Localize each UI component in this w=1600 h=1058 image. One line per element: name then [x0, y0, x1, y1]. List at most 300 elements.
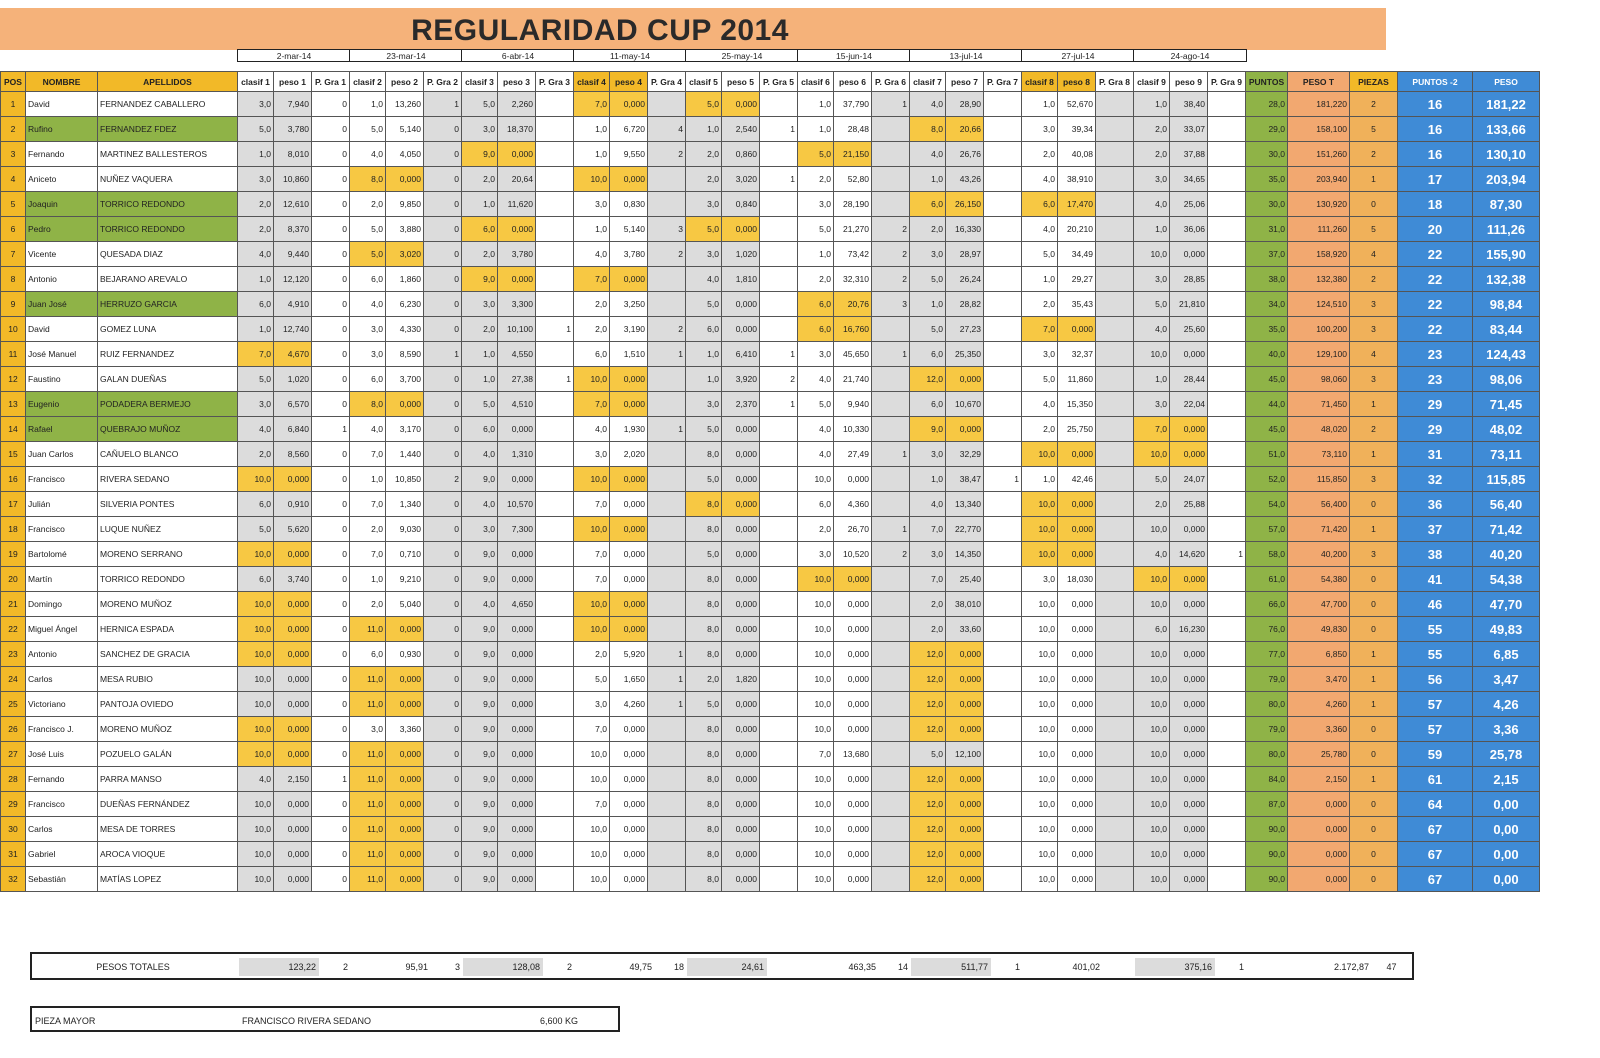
p-gra-cell — [1096, 667, 1134, 692]
peso-cell: 0,000 — [946, 417, 984, 442]
clasif-cell: 8,0 — [686, 742, 722, 767]
clasif-cell: 10,0 — [1022, 617, 1058, 642]
nombre-cell: Eugenio — [26, 392, 98, 417]
p-gra-cell: 0 — [312, 592, 350, 617]
position-cell: 30 — [1, 817, 26, 842]
peso-cell: 0,000 — [946, 867, 984, 892]
p-gra-cell — [1208, 292, 1246, 317]
clasif-cell: 9,0 — [462, 142, 498, 167]
peso-cell: 25,40 — [946, 567, 984, 592]
p-gra-cell — [1096, 717, 1134, 742]
peso-cell: 0,000 — [722, 492, 760, 517]
position-cell: 11 — [1, 342, 26, 367]
clasif-cell: 11,0 — [350, 617, 386, 642]
clasif-cell: 10,0 — [1134, 842, 1170, 867]
p-gra-cell: 0 — [424, 617, 462, 642]
clasif-cell: 8,0 — [350, 167, 386, 192]
clasif-cell: 1,0 — [238, 142, 274, 167]
clasif-cell: 5,0 — [462, 392, 498, 417]
apellidos-cell: TORRICO REDONDO — [98, 217, 238, 242]
header-round-col: clasif 5 — [686, 72, 722, 92]
p-gra-cell — [536, 692, 574, 717]
peso-cell: 0,000 — [498, 692, 536, 717]
peso-cell: 0,000 — [946, 842, 984, 867]
p-gra-cell — [648, 92, 686, 117]
clasif-cell: 7,0 — [350, 542, 386, 567]
clasif-cell: 5,0 — [1022, 367, 1058, 392]
peso-t-cell: 0,000 — [1288, 792, 1350, 817]
p-gra-cell: 0 — [312, 617, 350, 642]
peso-cell: 38,010 — [946, 592, 984, 617]
peso-cell: 3,700 — [386, 367, 424, 392]
peso-cell: 26,70 — [834, 517, 872, 542]
nombre-cell: Faustino — [26, 367, 98, 392]
p-gra-cell — [536, 767, 574, 792]
clasif-cell: 5,0 — [686, 217, 722, 242]
pieza-mayor-box — [30, 1006, 620, 1032]
p-gra-cell — [536, 517, 574, 542]
puntos-cell: 90,0 — [1246, 842, 1288, 867]
clasif-cell: 10,0 — [574, 742, 610, 767]
p-gra-cell — [536, 467, 574, 492]
clasif-cell: 8,0 — [686, 617, 722, 642]
piezas-cell: 5 — [1350, 217, 1398, 242]
p-gra-cell — [1208, 167, 1246, 192]
header-round-col: P. Gra 3 — [536, 72, 574, 92]
peso-cell: 0,000 — [1170, 242, 1208, 267]
header-round-col: P. Gra 4 — [648, 72, 686, 92]
p-gra-cell — [536, 642, 574, 667]
p-gra-cell: 1 — [648, 692, 686, 717]
peso-cell: 0,860 — [722, 142, 760, 167]
peso-cell: 1,930 — [610, 417, 648, 442]
peso-cell: 0,000 — [498, 142, 536, 167]
p-gra-cell: 0 — [312, 467, 350, 492]
clasif-cell: 6,0 — [238, 292, 274, 317]
position-cell: 21 — [1, 592, 26, 617]
p-gra-cell: 0 — [312, 692, 350, 717]
p-gra-cell — [872, 417, 910, 442]
header-apellidos: APELLIDOS — [98, 72, 238, 92]
p-gra-cell: 1 — [872, 92, 910, 117]
peso-cell: 0,710 — [386, 542, 424, 567]
clasif-cell: 8,0 — [686, 767, 722, 792]
table-row — [1, 92, 1540, 117]
piezas-cell: 0 — [1350, 742, 1398, 767]
clasif-cell: 6,0 — [350, 642, 386, 667]
p-gra-cell — [536, 92, 574, 117]
p-gra-cell — [1096, 242, 1134, 267]
position-cell: 19 — [1, 542, 26, 567]
puntos-cell: 84,0 — [1246, 767, 1288, 792]
clasif-cell: 1,0 — [1022, 467, 1058, 492]
puntos-2-cell: 36 — [1398, 492, 1473, 517]
p-gra-cell: 0 — [424, 742, 462, 767]
nombre-cell: Carlos — [26, 817, 98, 842]
p-gra-cell — [760, 767, 798, 792]
puntos-cell: 58,0 — [1246, 542, 1288, 567]
peso-cell: 0,000 — [498, 767, 536, 792]
p-gra-cell: 0 — [424, 492, 462, 517]
peso-cell: 6,840 — [274, 417, 312, 442]
clasif-cell: 10,0 — [1022, 742, 1058, 767]
peso-cell: 0,000 — [1058, 517, 1096, 542]
p-gra-cell — [536, 117, 574, 142]
apellidos-cell: SILVERIA PONTES — [98, 492, 238, 517]
clasif-cell: 10,0 — [574, 367, 610, 392]
peso-cell: 0,000 — [610, 542, 648, 567]
apellidos-cell: PANTOJA OVIEDO — [98, 692, 238, 717]
table-row — [1, 542, 1540, 567]
p-gra-cell: 1 — [424, 92, 462, 117]
peso-cell: 0,000 — [274, 642, 312, 667]
clasif-cell: 9,0 — [462, 467, 498, 492]
puntos-2-cell: 16 — [1398, 142, 1473, 167]
clasif-cell: 9,0 — [462, 717, 498, 742]
piezas-cell: 0 — [1350, 867, 1398, 892]
peso-cell: 10,570 — [498, 492, 536, 517]
peso-cell: 4,910 — [274, 292, 312, 317]
header-round-col: P. Gra 7 — [984, 72, 1022, 92]
clasif-cell: 2,0 — [686, 142, 722, 167]
header-round-col: peso 5 — [722, 72, 760, 92]
piezas-cell: 4 — [1350, 342, 1398, 367]
peso-cell: 0,000 — [274, 742, 312, 767]
clasif-cell: 6,0 — [1134, 617, 1170, 642]
piezas-cell: 0 — [1350, 717, 1398, 742]
peso-cell: 39,34 — [1058, 117, 1096, 142]
clasif-cell: 8,0 — [686, 492, 722, 517]
p-gra-cell: 1 — [312, 767, 350, 792]
apellidos-cell: GOMEZ LUNA — [98, 317, 238, 342]
peso-total-cell: 83,44 — [1473, 317, 1540, 342]
peso-cell: 0,000 — [274, 692, 312, 717]
clasif-cell: 1,0 — [1022, 267, 1058, 292]
clasif-cell: 5,0 — [238, 517, 274, 542]
clasif-cell: 7,0 — [238, 342, 274, 367]
clasif-cell: 4,0 — [798, 417, 834, 442]
peso-cell: 0,000 — [498, 742, 536, 767]
clasif-cell: 2,0 — [238, 192, 274, 217]
clasif-cell: 6,0 — [1022, 192, 1058, 217]
clasif-cell: 11,0 — [350, 817, 386, 842]
peso-cell: 7,300 — [498, 517, 536, 542]
clasif-cell: 12,0 — [910, 367, 946, 392]
nombre-cell: Rafael — [26, 417, 98, 442]
puntos-cell: 31,0 — [1246, 217, 1288, 242]
p-gra-cell — [760, 92, 798, 117]
p-gra-cell — [536, 567, 574, 592]
peso-cell: 0,000 — [1058, 867, 1096, 892]
peso-cell: 0,830 — [610, 192, 648, 217]
puntos-cell: 57,0 — [1246, 517, 1288, 542]
clasif-cell: 4,0 — [238, 242, 274, 267]
peso-cell: 0,000 — [1170, 342, 1208, 367]
p-gra-cell — [648, 467, 686, 492]
puntos-2-cell: 41 — [1398, 567, 1473, 592]
p-gra-cell — [648, 767, 686, 792]
peso-cell: 0,000 — [498, 667, 536, 692]
puntos-2-cell: 67 — [1398, 817, 1473, 842]
p-gra-cell: 0 — [312, 167, 350, 192]
table-row — [1, 317, 1540, 342]
p-gra-cell — [1208, 442, 1246, 467]
p-gra-cell — [1096, 517, 1134, 542]
piezas-cell: 4 — [1350, 242, 1398, 267]
p-gra-cell: 0 — [424, 642, 462, 667]
clasif-cell: 3,0 — [1022, 117, 1058, 142]
header-round-col: peso 8 — [1058, 72, 1096, 92]
clasif-cell: 5,0 — [350, 117, 386, 142]
clasif-cell: 3,0 — [910, 542, 946, 567]
p-gra-cell — [872, 317, 910, 342]
p-gra-cell — [760, 792, 798, 817]
p-gra-cell: 0 — [424, 417, 462, 442]
clasif-cell: 10,0 — [238, 667, 274, 692]
position-cell: 20 — [1, 567, 26, 592]
apellidos-cell: NUÑEZ VAQUERA — [98, 167, 238, 192]
position-cell: 24 — [1, 667, 26, 692]
peso-cell: 0,000 — [834, 842, 872, 867]
peso-cell: 4,510 — [498, 392, 536, 417]
peso-total-cell: 49,83 — [1473, 617, 1540, 642]
p-gra-cell: 1 — [648, 642, 686, 667]
apellidos-cell: POZUELO GALÁN — [98, 742, 238, 767]
peso-cell: 0,000 — [946, 717, 984, 742]
p-gra-cell — [648, 292, 686, 317]
position-cell: 13 — [1, 392, 26, 417]
clasif-cell: 2,0 — [462, 167, 498, 192]
p-gra-cell: 0 — [312, 867, 350, 892]
clasif-cell: 3,0 — [350, 717, 386, 742]
p-gra-cell — [536, 192, 574, 217]
clasif-cell: 3,0 — [798, 192, 834, 217]
piezas-cell: 1 — [1350, 692, 1398, 717]
peso-cell: 6,230 — [386, 292, 424, 317]
p-gra-cell — [984, 767, 1022, 792]
header-round-col: clasif 3 — [462, 72, 498, 92]
p-gra-cell — [984, 342, 1022, 367]
peso-cell: 34,65 — [1170, 167, 1208, 192]
clasif-cell: 10,0 — [1022, 592, 1058, 617]
peso-cell: 0,000 — [498, 567, 536, 592]
p-gra-cell: 1 — [536, 367, 574, 392]
peso-cell: 1,820 — [722, 667, 760, 692]
peso-cell: 2,150 — [274, 767, 312, 792]
p-gra-cell — [984, 567, 1022, 592]
clasif-cell: 10,0 — [1022, 517, 1058, 542]
peso-cell: 25,350 — [946, 342, 984, 367]
peso-cell: 0,000 — [274, 617, 312, 642]
clasif-cell: 3,0 — [1022, 342, 1058, 367]
p-gra-cell: 1 — [760, 117, 798, 142]
clasif-cell: 6,0 — [910, 192, 946, 217]
peso-t-cell: 6,850 — [1288, 642, 1350, 667]
p-gra-cell: 0 — [424, 592, 462, 617]
table-row — [1, 192, 1540, 217]
clasif-cell: 4,0 — [686, 267, 722, 292]
puntos-cell: 38,0 — [1246, 267, 1288, 292]
p-gra-cell: 2 — [872, 542, 910, 567]
p-gra-cell — [760, 442, 798, 467]
piezas-cell: 2 — [1350, 267, 1398, 292]
peso-cell: 6,410 — [722, 342, 760, 367]
peso-cell: 2,260 — [498, 92, 536, 117]
clasif-cell: 7,0 — [798, 742, 834, 767]
p-gra-cell — [536, 717, 574, 742]
table-row — [1, 267, 1540, 292]
peso-t-cell: 54,380 — [1288, 567, 1350, 592]
peso-cell: 3,740 — [274, 567, 312, 592]
peso-cell: 0,000 — [274, 542, 312, 567]
clasif-cell: 8,0 — [686, 792, 722, 817]
header-round-col: P. Gra 2 — [424, 72, 462, 92]
clasif-cell: 2,0 — [574, 642, 610, 667]
p-gra-cell: 1 — [984, 467, 1022, 492]
peso-cell: 0,000 — [498, 717, 536, 742]
puntos-2-cell: 32 — [1398, 467, 1473, 492]
p-gra-cell — [984, 717, 1022, 742]
peso-cell: 32,310 — [834, 267, 872, 292]
peso-cell: 2,540 — [722, 117, 760, 142]
p-gra-cell — [984, 792, 1022, 817]
peso-cell: 0,000 — [386, 742, 424, 767]
puntos-2-cell: 37 — [1398, 517, 1473, 542]
clasif-cell: 10,0 — [1022, 667, 1058, 692]
header-pos: POS — [1, 72, 26, 92]
nombre-cell: Sebastián — [26, 867, 98, 892]
puntos-2-cell: 59 — [1398, 742, 1473, 767]
puntos-2-cell: 22 — [1398, 317, 1473, 342]
nombre-cell: José Manuel — [26, 342, 98, 367]
apellidos-cell: PARRA MANSO — [98, 767, 238, 792]
header-round-col: peso 4 — [610, 72, 648, 92]
p-gra-cell: 0 — [312, 567, 350, 592]
clasif-cell: 10,0 — [1134, 867, 1170, 892]
peso-cell: 0,000 — [1058, 617, 1096, 642]
position-cell: 4 — [1, 167, 26, 192]
clasif-cell: 3,0 — [238, 92, 274, 117]
p-gra-cell — [760, 567, 798, 592]
peso-cell: 0,000 — [610, 92, 648, 117]
clasif-cell: 8,0 — [686, 567, 722, 592]
piezas-cell: 0 — [1350, 592, 1398, 617]
clasif-cell: 11,0 — [350, 692, 386, 717]
header-round-col: clasif 2 — [350, 72, 386, 92]
clasif-cell: 10,0 — [1022, 442, 1058, 467]
total-count — [767, 958, 799, 976]
clasif-cell: 10,0 — [574, 767, 610, 792]
peso-t-cell: 0,000 — [1288, 817, 1350, 842]
peso-cell: 9,940 — [834, 392, 872, 417]
puntos-2-cell: 31 — [1398, 442, 1473, 467]
table-row — [1, 492, 1540, 517]
clasif-cell: 10,0 — [238, 592, 274, 617]
peso-cell: 0,000 — [722, 467, 760, 492]
total-count: 2 — [342, 962, 348, 972]
p-gra-cell — [984, 392, 1022, 417]
p-gra-cell — [536, 142, 574, 167]
p-gra-cell — [1208, 367, 1246, 392]
clasif-cell: 10,0 — [1134, 767, 1170, 792]
clasif-cell: 2,0 — [462, 242, 498, 267]
peso-cell: 0,000 — [946, 642, 984, 667]
p-gra-cell: 0 — [312, 367, 350, 392]
peso-t-cell: 98,060 — [1288, 367, 1350, 392]
p-gra-cell: 0 — [424, 142, 462, 167]
p-gra-cell: 2 — [760, 367, 798, 392]
clasif-cell: 10,0 — [574, 592, 610, 617]
piezas-cell: 2 — [1350, 142, 1398, 167]
apellidos-cell: MORENO MUÑOZ — [98, 592, 238, 617]
peso-t-cell: 71,420 — [1288, 517, 1350, 542]
clasif-cell: 3,0 — [238, 392, 274, 417]
p-gra-cell: 0 — [424, 717, 462, 742]
p-gra-cell — [1208, 617, 1246, 642]
p-gra-cell — [1096, 642, 1134, 667]
peso-cell: 0,000 — [1058, 667, 1096, 692]
puntos-cell: 79,0 — [1246, 667, 1288, 692]
clasif-cell: 3,0 — [350, 342, 386, 367]
p-gra-cell — [760, 592, 798, 617]
puntos-cell: 34,0 — [1246, 292, 1288, 317]
peso-cell: 16,230 — [1170, 617, 1208, 642]
peso-cell: 1,020 — [274, 367, 312, 392]
position-cell: 25 — [1, 692, 26, 717]
p-gra-cell — [1096, 492, 1134, 517]
table-row — [1, 167, 1540, 192]
peso-cell: 0,000 — [610, 367, 648, 392]
peso-cell: 0,000 — [1170, 667, 1208, 692]
clasif-cell: 4,0 — [462, 492, 498, 517]
peso-cell: 0,000 — [722, 792, 760, 817]
clasif-cell: 4,0 — [1134, 317, 1170, 342]
table-row — [1, 817, 1540, 842]
clasif-cell: 2,0 — [686, 667, 722, 692]
apellidos-cell: AROCA VIOQUE — [98, 842, 238, 867]
peso-t-cell: 203,940 — [1288, 167, 1350, 192]
clasif-cell: 7,0 — [574, 492, 610, 517]
p-gra-cell — [984, 642, 1022, 667]
position-cell: 26 — [1, 717, 26, 742]
nombre-cell: José Luis — [26, 742, 98, 767]
clasif-cell: 10,0 — [1022, 717, 1058, 742]
p-gra-cell: 0 — [312, 542, 350, 567]
clasif-cell: 4,0 — [574, 417, 610, 442]
p-gra-cell: 0 — [424, 167, 462, 192]
p-gra-cell — [872, 492, 910, 517]
p-gra-cell — [760, 467, 798, 492]
clasif-cell: 2,0 — [910, 217, 946, 242]
p-gra-cell: 1 — [648, 417, 686, 442]
position-cell: 3 — [1, 142, 26, 167]
peso-cell: 37,790 — [834, 92, 872, 117]
peso-cell: 8,560 — [274, 442, 312, 467]
apellidos-cell: QUEBRAJO MUÑOZ — [98, 417, 238, 442]
position-cell: 27 — [1, 742, 26, 767]
p-gra-cell: 2 — [648, 317, 686, 342]
p-gra-cell: 0 — [312, 242, 350, 267]
peso-t-cell: 49,830 — [1288, 617, 1350, 642]
apellidos-cell: CAÑUELO BLANCO — [98, 442, 238, 467]
clasif-cell: 2,0 — [350, 192, 386, 217]
peso-cell: 14,350 — [946, 542, 984, 567]
pieza-mayor-name: FRANCISCO RIVERA SEDANO — [242, 1016, 372, 1026]
nombre-cell: Antonio — [26, 267, 98, 292]
peso-cell: 1,020 — [722, 242, 760, 267]
peso-t-cell: 0,000 — [1288, 867, 1350, 892]
puntos-2-cell: 67 — [1398, 842, 1473, 867]
